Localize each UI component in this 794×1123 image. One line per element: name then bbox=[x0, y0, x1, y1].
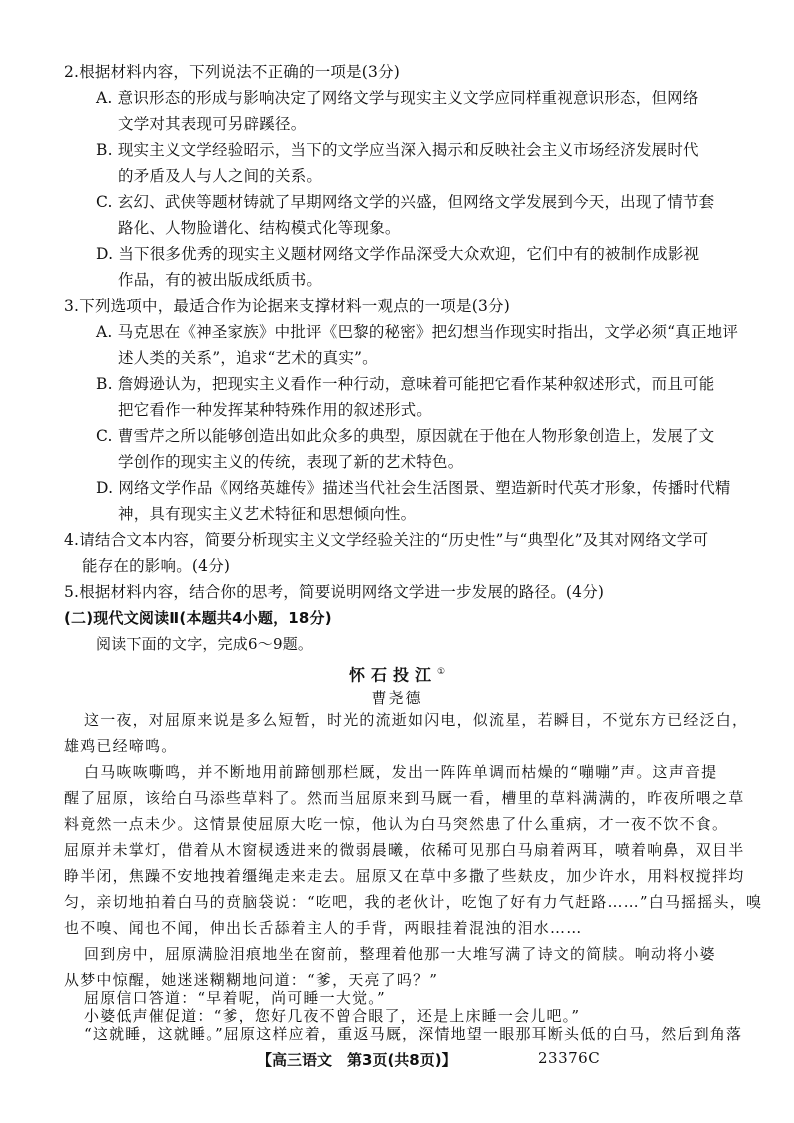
story-p6-line1: “这就睡，这就睡。”屈原这样应着，重返马厩，深情地望一眼那耳断头低的白马，然后到角落 bbox=[84, 1025, 743, 1043]
story-p2-line1: 白马咴咴嘶鸣，并不断地用前蹄刨那栏厩，发出一阵阵单调而枯燥的“嘣嘣”声。这声音提 bbox=[84, 763, 718, 781]
q3-option-b-line1: B. 詹姆逊认为，把现实主义看作一种行动，意味着可能把它看作某种叙述形式，而且可能 bbox=[96, 375, 715, 393]
q3-option-c-line2: 学创作的现实主义的传统，表现了新的艺术特色。 bbox=[118, 453, 464, 471]
story-p3-line1: 回到房中，屈原满脸泪痕地坐在窗前，整理着他那一大堆写满了诗文的简牍。响动将小婆 bbox=[84, 945, 716, 963]
q3-option-a-line2: 述人类的关系”，追求“艺术的真实”。 bbox=[118, 349, 378, 367]
story-title-footnote-mark: ① bbox=[436, 667, 446, 677]
footer-exam-code: 23376C bbox=[538, 1049, 601, 1067]
story-author: 曹尧德 bbox=[371, 689, 423, 707]
story-p5: 小婆低声催促道：“爹，您好几夜不曾合眼了，还是上床睡一会儿吧。” bbox=[84, 1007, 581, 1025]
q2-option-a-line2: 文学对其表现可另辟蹊径。 bbox=[118, 115, 307, 133]
q5-stem: 5.根据材料内容，结合你的思考，简要说明网络文学进一步发展的路径。(4分) bbox=[64, 583, 605, 601]
story-p2-line4: 屈原并未掌灯，借着从木窗棂透进来的微弱晨曦，依稀可见那白马扇着两耳，喷着响鼻，双目半 bbox=[64, 841, 745, 859]
section-heading: (二)现代文阅读Ⅱ(本题共4小题，18分) bbox=[64, 609, 332, 627]
q3-stem: 3.下列选项中，最适合作为论据来支撑材料一观点的一项是(3分) bbox=[64, 297, 510, 315]
q3-option-d-line2: 神，具有现实主义艺术特征和思想倾向性。 bbox=[118, 505, 417, 523]
q2-option-c-line1: C. 玄幻、武侠等题材铸就了早期网络文学的兴盛，但网络文学发展到今天，出现了情节套 bbox=[96, 193, 715, 211]
story-p2-line7: 也不嗅、闻也不闻，伸出长舌舔着主人的手背，两眼挂着混浊的泪水…… bbox=[64, 919, 583, 937]
q4-line2: 能存在的影响。(4分) bbox=[82, 557, 231, 575]
story-p3-line2: 从梦中惊醒，她迷迷糊糊地问道：“爹，天亮了吗？” bbox=[64, 971, 439, 989]
q2-option-d-line1: D. 当下很多优秀的现实主义题材网络文学作品深受大众欢迎，它们中有的被制作成影视 bbox=[96, 245, 700, 263]
q2-option-c-line2: 路化、人物脸谱化、结构模式化等现象。 bbox=[118, 219, 401, 237]
q3-option-d-line1: D. 网络文学作品《网络英雄传》描述当代社会生活图景、塑造新时代英才形象，传播时代精 bbox=[96, 479, 731, 497]
q4-line1: 4.请结合文本内容，简要分析现实主义文学经验关注的“历史性”与“典型化”及其对网络文学可 bbox=[64, 531, 709, 549]
story-title bbox=[0, 662, 794, 685]
story-p2-line3: 料竟然一点未少。这情景使屈原大吃一惊，他认为白马突然患了什么重病，才一夜不饮不食。 bbox=[64, 815, 729, 833]
story-p1-line1: 这一夜，对屈原来说是多么短暂，时光的流逝如闪电，似流星，若瞬目，不觉东方已经泛白， bbox=[84, 711, 749, 729]
q2-option-a-line1: A. 意识形态的形成与影响决定了网络文学与现实主义文学应同样重视意识形态，但网络 bbox=[96, 89, 699, 107]
q2-option-d-line2: 作品，有的被出版成纸质书。 bbox=[118, 271, 323, 289]
footer-page-label: 【高三语文 第3页(共8页)】 bbox=[257, 1051, 457, 1069]
q3-option-b-line2: 把它看作一种发挥某种特殊作用的叙述形式。 bbox=[118, 401, 433, 419]
story-p2-line6: 匀，亲切地拍着白马的贲脑袋说：“吃吧，我的老伙计，吃饱了好有力气赶路……”白马摇摇头，嗅 bbox=[64, 893, 763, 911]
reading-instruction: 阅读下面的文字，完成6～9题。 bbox=[96, 635, 314, 653]
story-p4: 屈原信口答道：“早着呢，尚可睡一大觉。” bbox=[84, 989, 386, 1007]
story-title-text: 怀石投江 bbox=[348, 665, 437, 685]
q2-stem: 2.根据材料内容，下列说法不正确的一项是(3分) bbox=[64, 63, 401, 81]
story-p2-line5: 睁半闭，焦躁不安地拽着缰绳走来走去。屈原又在草中多撒了些麸皮，加少许水，用料杈搅拌均 bbox=[64, 867, 745, 885]
story-p1-line2: 雄鸡已经啼鸣。 bbox=[64, 737, 178, 755]
q2-option-b-line1: B. 现实主义文学经验昭示，当下的文学应当深入揭示和反映社会主义市场经济发展时代 bbox=[96, 141, 699, 159]
q3-option-c-line1: C. 曹雪芹之所以能够创造出如此众多的典型，原因就在于他在人物形象创造上，发展了文 bbox=[96, 427, 715, 445]
q3-option-a-line1: A. 马克思在《神圣家族》中批评《巴黎的秘密》把幻想当作现实时指出，文学必须“真正地评 bbox=[96, 323, 739, 341]
q2-option-b-line2: 的矛盾及人与人之间的关系。 bbox=[118, 167, 323, 185]
story-p2-line2: 醒了屈原，该给白马添些草料了。然而当屈原来到马厩一看，槽里的草料满满的，昨夜所喂之草 bbox=[64, 789, 745, 807]
